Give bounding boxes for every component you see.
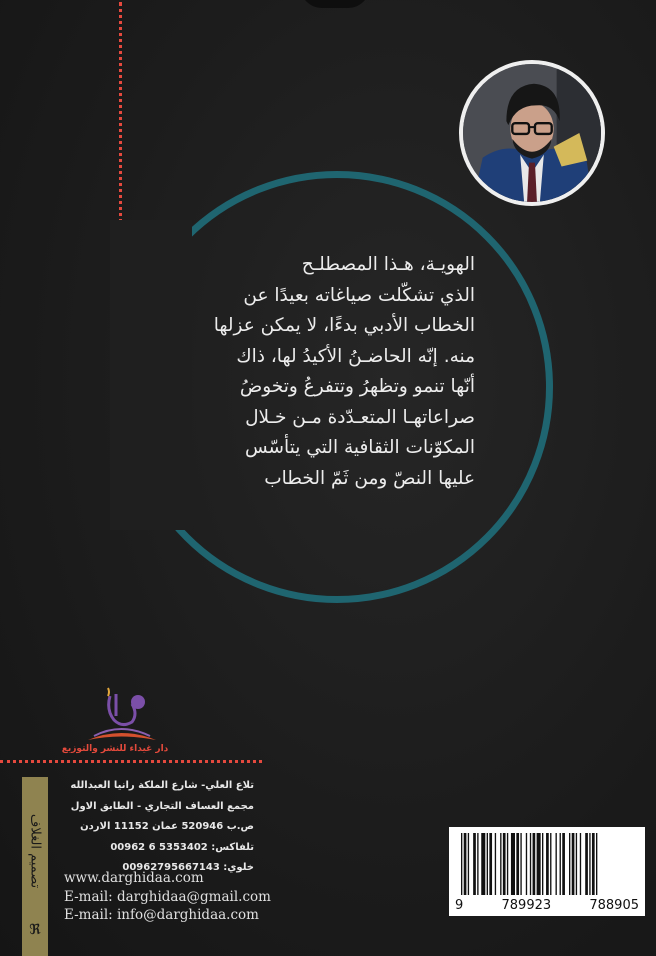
cover-notch bbox=[300, 0, 370, 8]
publisher-contacts bbox=[64, 869, 294, 925]
website-link: www.darghidaa.com bbox=[64, 870, 204, 886]
barcode-bar bbox=[507, 833, 508, 895]
publisher-logo bbox=[80, 686, 162, 750]
barcode-bar bbox=[546, 833, 549, 895]
email-secondary: E-mail: info@darghidaa.com bbox=[64, 907, 259, 923]
barcode-bar bbox=[589, 833, 590, 895]
barcode-bar bbox=[477, 833, 478, 895]
synopsis-line: الذي تشكّلت صياغاته بعيدًا عن bbox=[243, 284, 475, 306]
barcode-bar bbox=[489, 833, 492, 895]
barcode-bar bbox=[511, 833, 515, 895]
publisher-address bbox=[62, 776, 254, 879]
barcode-bar bbox=[481, 833, 485, 895]
fax-line bbox=[62, 838, 254, 859]
address-line: تلاع العلي- شارع الملكة رانيا العبدالله bbox=[70, 780, 254, 791]
synopsis-line: الهويـة، هـذا المصطلـح bbox=[301, 254, 475, 275]
barcode-bar bbox=[461, 833, 462, 895]
barcode-bar bbox=[572, 833, 575, 895]
isbn-barcode bbox=[449, 827, 645, 916]
barcode-bar bbox=[487, 833, 488, 895]
barcode-bar bbox=[503, 833, 506, 895]
barcode-bar bbox=[526, 833, 527, 895]
barcode-bar bbox=[520, 833, 521, 895]
synopsis-line: عليها النصّ ومن ثَمّ الخطاب bbox=[264, 467, 475, 489]
publisher-logo-icon bbox=[80, 686, 162, 750]
barcode-bars bbox=[461, 833, 633, 895]
author-portrait bbox=[459, 60, 605, 206]
author-photo-icon bbox=[463, 64, 601, 202]
synopsis-line: صراعاتهـا المتعـدّدة مـن خـلال bbox=[245, 406, 475, 428]
fax-number: 00962 6 5353402 bbox=[110, 841, 208, 853]
barcode-bar bbox=[592, 833, 595, 895]
barcode-bar bbox=[464, 833, 467, 895]
barcode-digit-group: 9 bbox=[455, 898, 464, 913]
synopsis-line: أنّها تنمو وتظهرُ وتتفرعُ وتخوضُ bbox=[239, 376, 475, 397]
barcode-bar bbox=[516, 833, 519, 895]
synopsis-text bbox=[180, 250, 475, 494]
barcode-bar bbox=[596, 833, 597, 895]
fax-label: تلفاكس: bbox=[211, 841, 254, 853]
barcode-digit-group: 788905 bbox=[589, 898, 639, 913]
barcode-bar bbox=[550, 833, 551, 895]
barcode-bar bbox=[533, 833, 536, 895]
barcode-bar bbox=[530, 833, 531, 895]
barcode-bar bbox=[500, 833, 501, 895]
barcode-bar bbox=[585, 833, 588, 895]
barcode-bar bbox=[560, 833, 561, 895]
dotted-divider-horizontal bbox=[0, 760, 262, 763]
cover-design-strip bbox=[22, 777, 48, 956]
address-line: ص.ب 520946 عمان 11152 الاردن bbox=[80, 821, 254, 832]
mobile-label: خلوي: bbox=[223, 862, 254, 873]
synopsis-line: الخطاب الأدبي بدءًا، لا يمكن عزلها bbox=[213, 315, 475, 336]
barcode-bar bbox=[542, 833, 543, 895]
barcode-bar bbox=[537, 833, 541, 895]
barcode-bar bbox=[556, 833, 557, 895]
barcode-number bbox=[449, 898, 645, 913]
designer-logo-icon: ℜ bbox=[29, 922, 41, 938]
synopsis-line: منه. إنّه الحاضـنُ الأكيدُ لها، ذاك bbox=[236, 345, 475, 367]
barcode-digit-group: 789923 bbox=[501, 898, 552, 913]
barcode-bar bbox=[580, 833, 581, 895]
barcode-bar bbox=[495, 833, 496, 895]
email-primary: E-mail: darghidaa@gmail.com bbox=[64, 888, 271, 905]
address-line: مجمع العساف التجاري - الطابق الاول bbox=[70, 800, 254, 812]
barcode-bar bbox=[569, 833, 570, 895]
barcode-bar bbox=[473, 833, 476, 895]
cover-design-label: تصميم الغلاف bbox=[27, 813, 43, 889]
mobile-number: 00962795667143 bbox=[122, 862, 220, 873]
barcode-bar bbox=[562, 833, 565, 895]
barcode-bar bbox=[468, 833, 469, 895]
barcode-bar bbox=[576, 833, 577, 895]
publisher-name: دار غيداء للنشر والتوزيع bbox=[61, 744, 169, 754]
synopsis-line: المكوّنات الثقافية التي يتأسّس bbox=[244, 437, 475, 458]
